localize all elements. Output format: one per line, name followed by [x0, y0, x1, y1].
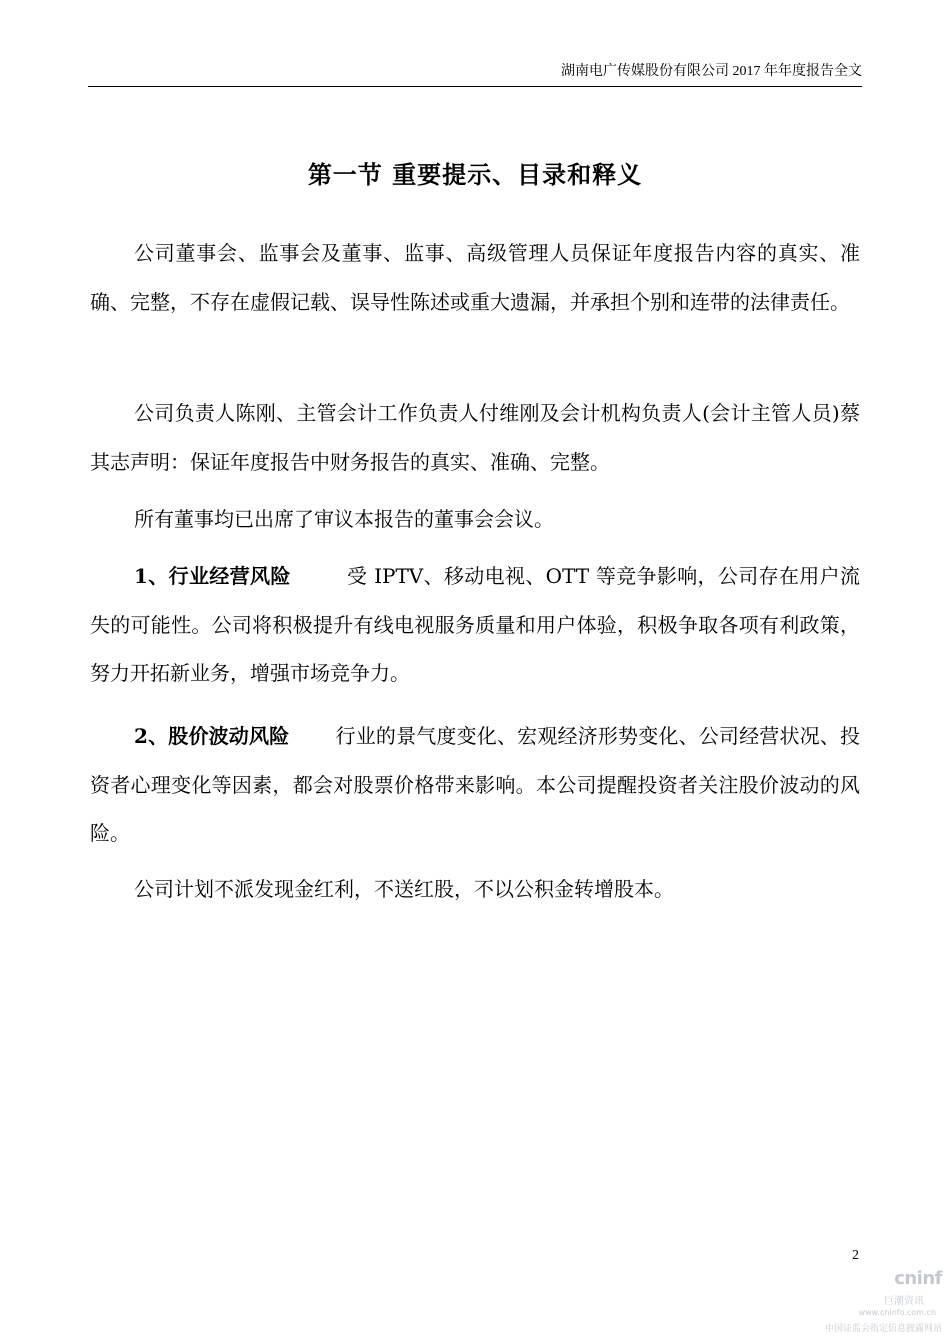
cninfo-watermark: [824, 1268, 942, 1336]
responsibility-statement: 公司董事会、监事会及董事、监事、高级管理人员保证年度报告内容的真实、准确、完整，不存在虚假记载、误导性陈述或重大遗漏，并承担个别和连带的法律责任。: [90, 241, 860, 314]
page-number: 2: [852, 1248, 859, 1263]
dividend-plan: 公司计划不派发现金红利，不送红股，不以公积金转增股本。: [134, 877, 674, 901]
header-divider: [88, 86, 862, 87]
risk-text-industry: 受 IPTV、移动电视、OTT 等竞争影响，公司存在用户流失的可能性。公司将积极提升有线电视服务质量和用户体验，积极争取各项有利政策，努力开拓新业务，增强市场竞争力。: [90, 564, 860, 685]
cninfo-tagline: 中国证监会指定信息披露网站: [824, 1324, 942, 1334]
risk-label-industry: 1、行业经营风险: [134, 564, 291, 588]
financial-declaration: 公司负责人陈刚、主管会计工作负责人付维刚及会计机构负责人(会计主管人员)蔡其志声明：保证年度报告中财务报告的真实、准确、完整。: [90, 401, 860, 474]
risk-item-industry: [90, 552, 860, 698]
risk-label-stock: 2、股价波动风险: [134, 724, 290, 748]
header-title: 湖南电广传媒股份有限公司 2017 年年度报告全文: [561, 64, 862, 79]
risk-item-stock: [90, 712, 860, 858]
board-attendance: 所有董事均已出席了审议本报告的董事会会议。: [134, 507, 554, 531]
cninfo-url: www.cninfo.com.cn: [858, 1308, 936, 1317]
risk-text-stock: 行业的景气度变化、宏观经济形势变化、公司经营状况、投资者心理变化等因素，都会对股票价格带来影响。本公司提醒投资者关注股价波动的风险。: [90, 724, 861, 845]
cninfo-logo: cninf: [894, 1268, 942, 1289]
cninfo-name: 巨潮资讯: [884, 1296, 924, 1307]
section-title: 第一节 重要提示、目录和释义: [307, 161, 643, 189]
